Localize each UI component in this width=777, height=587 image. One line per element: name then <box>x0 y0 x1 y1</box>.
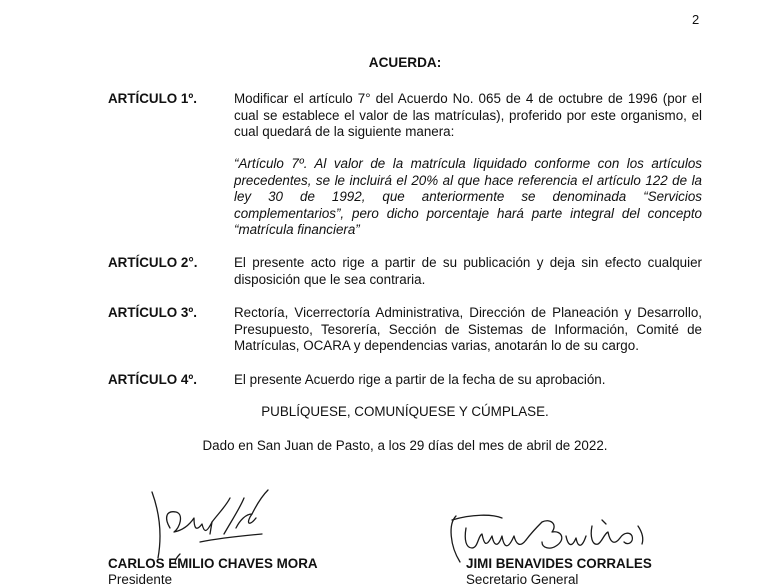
article-3-text: Rectoría, Vicerrectoría Administrativa, Dirección de Planeación y Desarrollo, Presupuesto, Tesorería, Sección de Sistemas de Información, Comité de Matrículas, OCARA y dependencias varias, anotarán lo de su cargo. <box>234 305 702 354</box>
article-1-quote: “Artículo 7º. Al valor de la matrícula liquidado conforme con los artículos precedentes, se le incluirá el 20% al que hace referencia el artículo 122 de la ley 30 de 1992, que anteriormente se denominada “Servicios complementarios”, pero dicho porcentaje hará parte integral del concepto “matrícula financiera” <box>234 156 702 238</box>
page-number: 2 <box>692 12 700 27</box>
publication-formula: PUBLÍQUESE, COMUNÍQUESE Y CÚMPLASE. <box>261 404 549 419</box>
article-3-label: ARTÍCULO 3º. <box>108 305 197 320</box>
article-2-text: El presente acto rige a partir de su publicación y deja sin efecto cualquier disposición que le sea contraria. <box>234 255 702 287</box>
article-1-text: Modificar el artículo 7° del Acuerdo No. 065 de 4 de octubre de 1996 (por el cual se establece el valor de las matrículas), proferido por este organismo, el cual quedará de la siguiente manera: <box>234 91 702 140</box>
heading-acuerda: ACUERDA: <box>368 55 442 70</box>
signer-2-name: JIMI BENAVIDES CORRALES <box>466 556 652 571</box>
place-and-date: Dado en San Juan de Pasto, a los 29 días del mes de abril de 2022. <box>202 438 608 453</box>
article-1-label: ARTÍCULO 1º. <box>108 91 197 106</box>
article-4-label: ARTÍCULO 4º. <box>108 372 197 387</box>
signer-2-role: Secretario General <box>466 572 579 587</box>
signer-1-name: CARLOS EMILIO CHAVES MORA <box>108 556 318 571</box>
article-4-text: El presente Acuerdo rige a partir de la fecha de su aprobación. <box>234 372 606 387</box>
signature-president <box>140 484 280 566</box>
signer-1-role: Presidente <box>108 572 173 587</box>
article-2-label: ARTÍCULO 2°. <box>108 255 198 270</box>
